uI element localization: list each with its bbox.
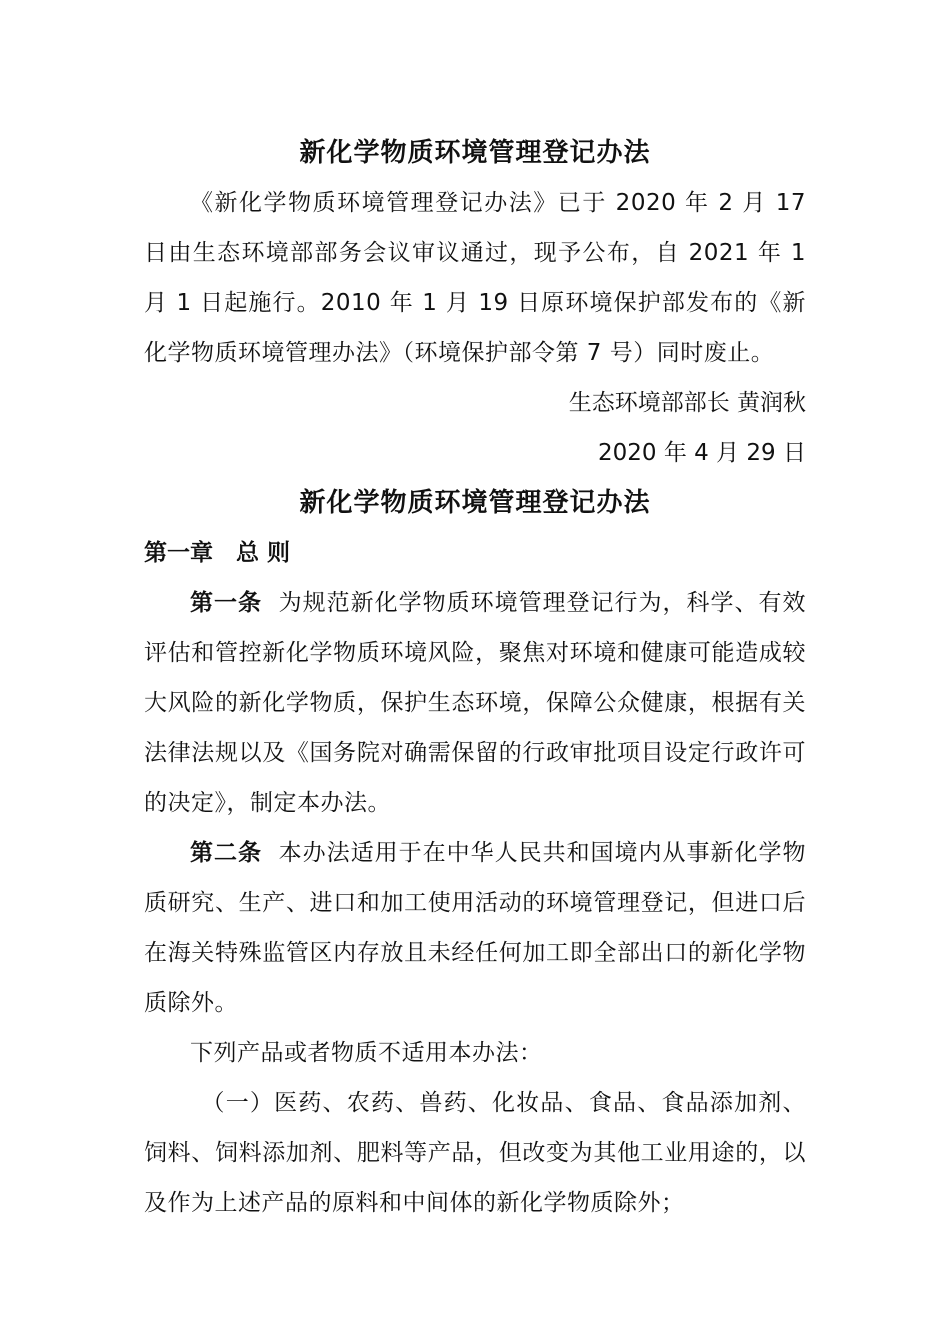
announcement-date: 2020 年 4 月 29 日 bbox=[598, 440, 806, 466]
exclusion-intro: 下列产品或者物质不适用本办法： bbox=[190, 1040, 543, 1066]
signer: 生态环境部部长 黄润秋 bbox=[568, 390, 806, 416]
chapter-heading: 第一章 总 则 bbox=[144, 540, 291, 566]
article-2-label: 第二条 bbox=[190, 840, 262, 866]
article-2 bbox=[144, 828, 806, 1028]
exclusion-item-1: （一）医药、农药、兽药、化妆品、食品、食品添加剂、饲料、饲料添加剂、肥料等产品，但改变为其他工业用途的，以及作为上述产品的原料和中间体的新化学物质除外； bbox=[144, 1090, 806, 1216]
article-1-label: 第一条 bbox=[190, 590, 262, 616]
announcement-title: 新化学物质环境管理登记办法 bbox=[299, 138, 651, 168]
article-1-text: 为规范新化学物质环境管理登记行为，科学、有效评估和管控新化学物质环境风险，聚焦对环境和健康可能造成较大风险的新化学物质，保护生态环境，保障公众健康，根据有关法律法规以及《国务院对确需保留的行政审批项目设定行政许可的决定》，制定本办法。 bbox=[144, 590, 807, 816]
article-1 bbox=[144, 578, 806, 828]
regulation-title: 新化学物质环境管理登记办法 bbox=[299, 488, 651, 518]
article-2-spacer bbox=[262, 840, 279, 866]
article-1-spacer bbox=[262, 590, 279, 616]
announcement-body: 《新化学物质环境管理登记办法》已于 2020 年 2 月 17 日由生态环境部部务会议审议通过，现予公布，自 2021 年 1 月 1 日起施行。2010 年 1 月 19 日原环境保护部发布的《新化学物质环境管理办法》（环境保护部令第 7 号）同时废止。 bbox=[144, 190, 806, 366]
article-2-text: 本办法适用于在中华人民共和国境内从事新化学物质研究、生产、进口和加工使用活动的环境管理登记，但进口后在海关特殊监管区内存放且未经任何加工即全部出口的新化学物质除外。 bbox=[144, 840, 807, 1016]
